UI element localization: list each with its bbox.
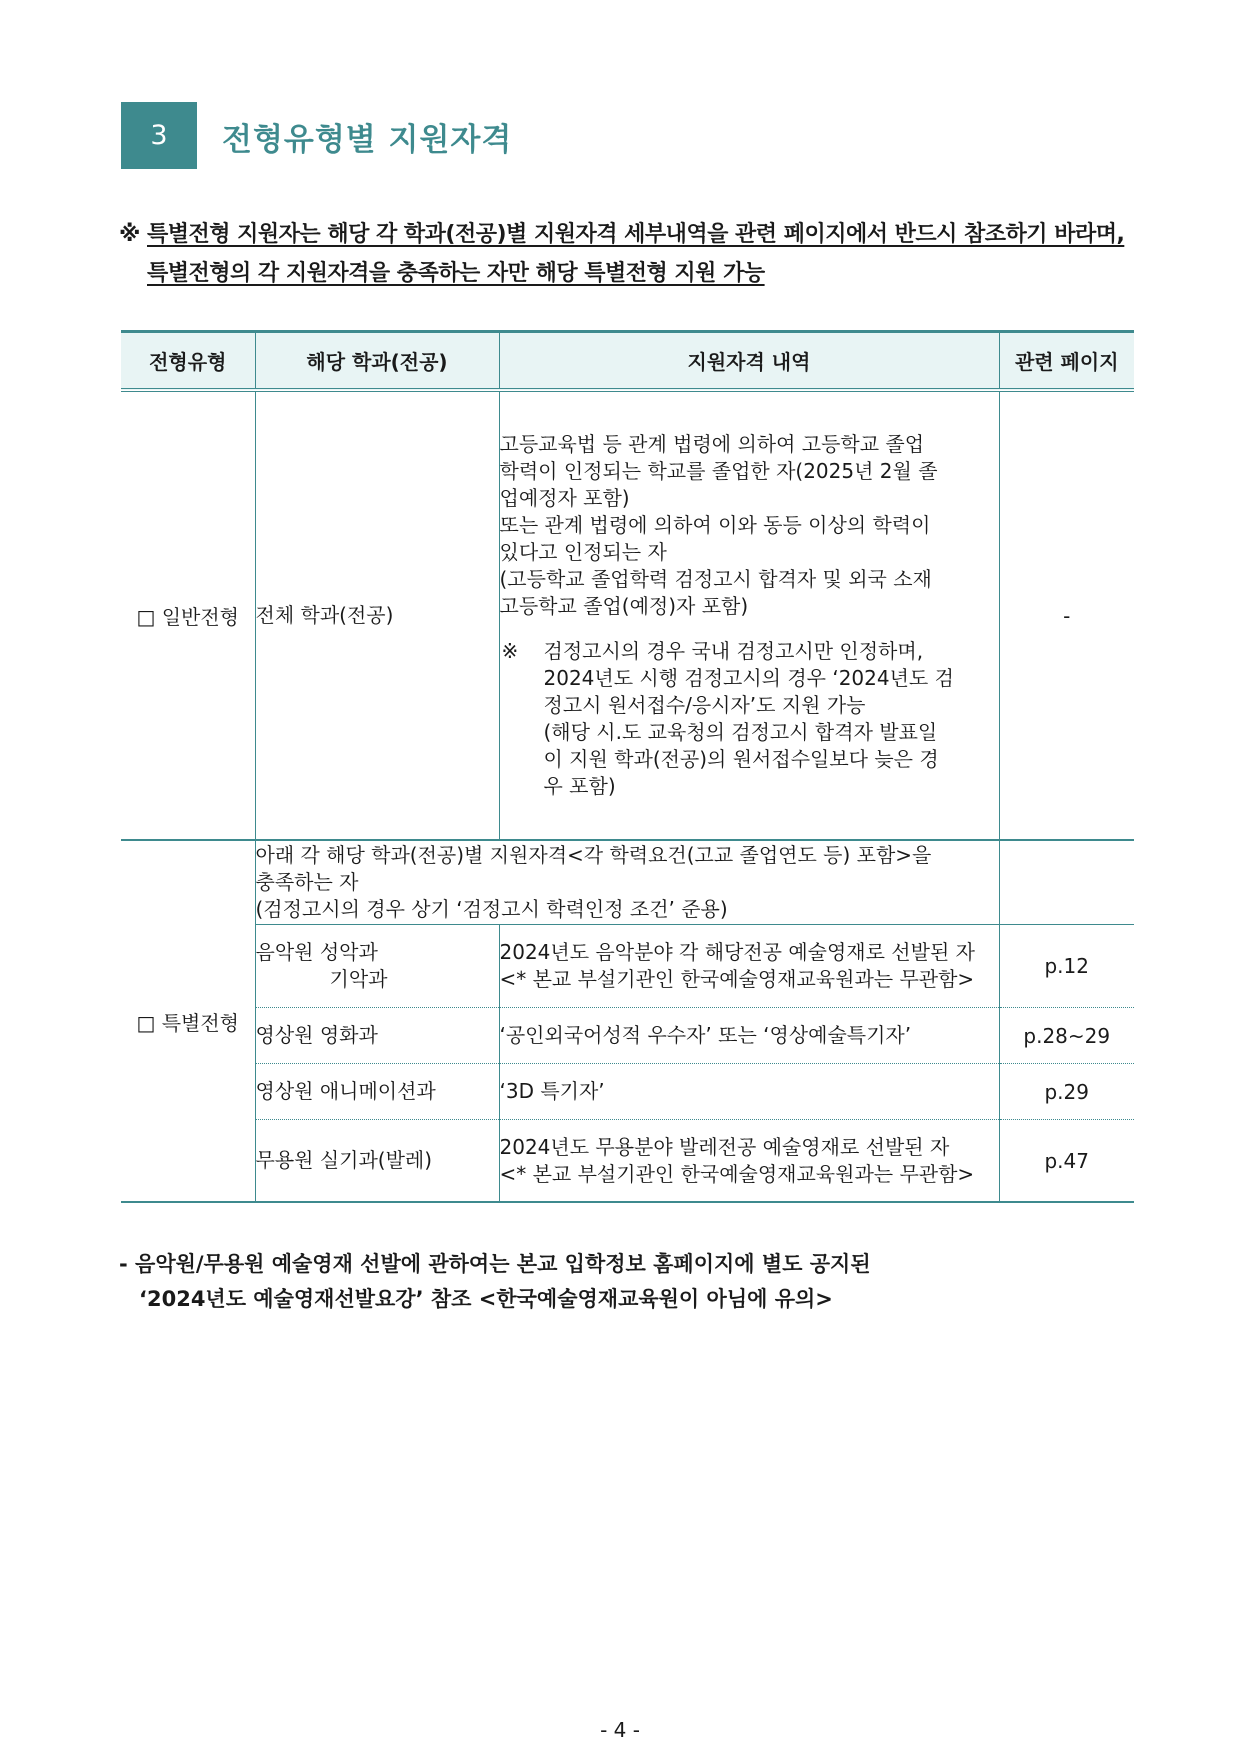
special-intro-line: 아래 각 해당 학과(전공)별 지원자격<각 학력요건(고교 졸업연도 등) 포함>을 <box>255 843 932 867</box>
special-dept: 영상원 영화과 <box>255 1008 499 1064</box>
footer-note-line-1: - 음악원/무용원 예술영재 선발에 관하여는 본교 입학정보 홈페이지에 별도 공지된 <box>119 1252 871 1276</box>
special-intro-page <box>999 840 1134 925</box>
dept-line: 음악원 성악과 <box>255 940 378 964</box>
note-line: 정고시 원서접수/응시자’도 지원 가능 <box>543 693 866 717</box>
special-page: p.12 <box>999 925 1134 1008</box>
dept-line: 기악과 <box>329 967 388 991</box>
general-dept: 전체 학과(전공) <box>255 390 499 840</box>
general-note <box>500 638 999 800</box>
table-header-row <box>121 332 1134 391</box>
qual-line: <* 본교 부설기관인 한국예술영재교육원과는 무관함> <box>499 1161 975 1186</box>
notice <box>119 215 1124 293</box>
page-number: - 4 - <box>600 1718 640 1742</box>
header-page: 관련 페이지 <box>999 332 1134 391</box>
footer-note <box>119 1247 871 1317</box>
special-dept: 영상원 애니메이션과 <box>255 1064 499 1120</box>
header-dept: 해당 학과(전공) <box>255 332 499 391</box>
special-qualification: ‘3D 특기자’ <box>499 1064 999 1120</box>
notice-line-2: 특별전형의 각 지원자격을 충족하는 자만 해당 특별전형 지원 가능 <box>147 261 765 286</box>
special-qualification: ‘공인외국어성적 우수자’ 또는 ‘영상예술특기자’ <box>499 1008 999 1064</box>
special-dept: 무용원 실기과(발레) <box>255 1120 499 1203</box>
header-qualification: 지원자격 내역 <box>499 332 999 391</box>
special-qualification <box>499 925 999 1008</box>
general-qual-line: 있다고 인정되는 자 <box>499 540 667 564</box>
special-intro-line: (검정고시의 경우 상기 ‘검정고시 학력인정 조건’ 준용) <box>255 897 728 921</box>
note-line: 우 포함) <box>543 774 616 798</box>
special-intro-line: 충족하는 자 <box>255 870 359 894</box>
note-mark: ※ <box>501 639 519 663</box>
general-qualification <box>499 390 999 840</box>
general-qual-line: 학력이 인정되는 학교를 졸업한 자(2025년 2월 졸 <box>499 459 938 483</box>
general-qual-line: 고등교육법 등 관계 법령에 의하여 고등학교 졸업 <box>499 432 925 456</box>
notice-line-1: 특별전형 지원자는 해당 각 학과(전공)별 지원자격 세부내역을 관련 페이지에서 반드시 참조하기 바라며, <box>147 222 1125 247</box>
special-intro <box>255 840 999 925</box>
general-qual-line: (고등학교 졸업학력 검정고시 합격자 및 외국 소재 <box>499 567 932 591</box>
special-page: p.28~29 <box>999 1008 1134 1064</box>
special-page: p.29 <box>999 1064 1134 1120</box>
special-dept <box>255 925 499 1008</box>
table-row <box>121 1064 1134 1120</box>
general-page: - <box>999 390 1134 840</box>
header-type: 전형유형 <box>121 332 255 391</box>
qualification-table <box>121 330 1134 1203</box>
special-page: p.47 <box>999 1120 1134 1203</box>
note-line: 이 지원 학과(전공)의 원서접수일보다 늦은 경 <box>543 747 939 771</box>
notice-mark: ※ <box>119 222 140 247</box>
special-type: □ 특별전형 <box>121 840 255 1202</box>
general-qual-line: 업예정자 포함) <box>499 486 630 510</box>
table-row-special-intro <box>121 840 1134 925</box>
section-number: 3 <box>121 102 197 169</box>
note-line: (해당 시.도 교육청의 검정고시 합격자 발표일 <box>543 720 938 744</box>
note-line: 검정고시의 경우 국내 검정고시만 인정하며, <box>543 639 924 663</box>
general-qual-line: 고등학교 졸업(예정)자 포함) <box>499 594 749 618</box>
table-row-general <box>121 390 1134 840</box>
qual-line: <* 본교 부설기관인 한국예술영재교육원과는 무관함> <box>499 967 975 991</box>
note-line: 2024년도 시행 검정고시의 경우 ‘2024년도 검 <box>543 666 954 690</box>
table-row <box>121 1120 1134 1203</box>
qual-line: 2024년도 음악분야 각 해당전공 예술영재로 선발된 자 <box>499 940 975 964</box>
qual-line: 2024년도 무용분야 발레전공 예술영재로 선발된 자 <box>499 1134 950 1159</box>
general-qual-line: 또는 관계 법령에 의하여 이와 동등 이상의 학력이 <box>499 513 931 537</box>
footer-note-line-2: ‘2024년도 예술영재선발요강’ 참조 <한국예술영재교육원이 아님에 유의> <box>139 1287 833 1311</box>
table-row <box>121 925 1134 1008</box>
section-title: 전형유형별 지원자격 <box>222 122 513 158</box>
table-row <box>121 1008 1134 1064</box>
special-qualification <box>499 1120 999 1203</box>
general-type: □ 일반전형 <box>136 605 240 629</box>
